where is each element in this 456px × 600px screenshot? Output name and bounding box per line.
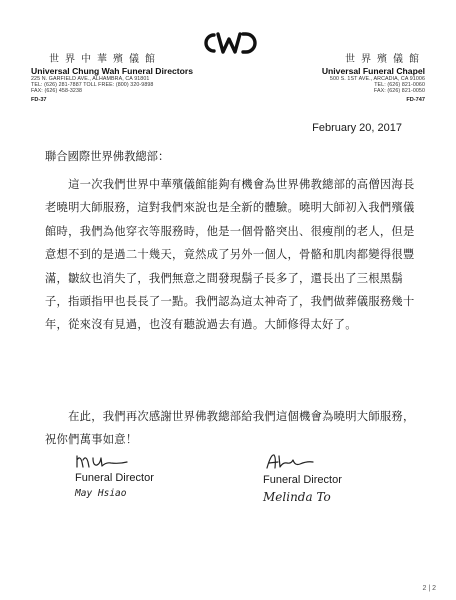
left-address: 225 N. GARFIELD AVE., ALHAMBRA, CA 91801 <box>31 75 150 82</box>
body-paragraph-2: 在此，我們再次感謝世界佛教總部給我們這個機會為曉明大師服務，祝你們萬事如意！ <box>45 410 415 447</box>
handwritten-signature-2 <box>263 452 333 472</box>
handwritten-signature-1 <box>75 450 145 470</box>
right-letterhead <box>225 54 425 103</box>
left-phone: TEL: (626) 281-7887 TOLL FREE: (800) 320-9898 <box>31 82 154 89</box>
page-number: 2 | 2 <box>422 585 436 592</box>
signer-1-name: May Hsiao <box>75 488 127 499</box>
signature-block-2 <box>263 452 342 504</box>
right-fax: FAX: (626) 821-0050 <box>373 88 425 95</box>
signature-block-1 <box>75 450 154 499</box>
salutation: 聯合國際世界佛教總部： <box>45 150 170 163</box>
body-paragraph-1: 這一次我們世界中華殯儀館能夠有機會為世界佛教總部的高僧因海長老曉明大師服務，這對我們來說也是全新的體驗。曉明大師初入我們殯儀館時，我們為他穿衣等服務時，他是一個骨骼突出、很瘦削的老人，但是意想不到的是過二十幾天，竟然成了另外一個人，骨骼和肌肉都變得很豐滿，皺紋也消失了，我們無意之間發現鬍子長多了，還長出了三根黑鬍子，指頭指甲也長長了一點。我們認為這太神奇了，我們做葬儀服務幾十年，從來沒有見過，也沒有聽說過去有過。大師修得太好了。 <box>45 178 415 332</box>
letter-date: February 20, 2017 <box>312 122 402 134</box>
left-license-number: FD-37 <box>31 96 47 103</box>
left-funeral-home-name: Universal Chung Wah Funeral Directors <box>31 65 194 76</box>
right-funeral-home-chinese-name: 世界殯儀館 <box>345 54 425 65</box>
signer-2-title: Funeral Director <box>263 474 342 486</box>
right-address: 500 S. 1ST AVE., ARCADIA, CA 91006 <box>329 75 425 82</box>
signer-1-title: Funeral Director <box>75 472 154 484</box>
left-fax: FAX: (626) 458-3238 <box>31 88 83 95</box>
left-letterhead <box>31 54 241 103</box>
left-funeral-home-chinese-name: 世界中華殯儀館 <box>49 54 161 65</box>
right-license-number: FD-747 <box>406 96 425 103</box>
signer-2-name: Melinda To <box>263 490 331 504</box>
right-funeral-home-name: Universal Funeral Chapel <box>321 65 425 76</box>
right-phone: TEL: (626) 821-0060 <box>374 82 425 89</box>
